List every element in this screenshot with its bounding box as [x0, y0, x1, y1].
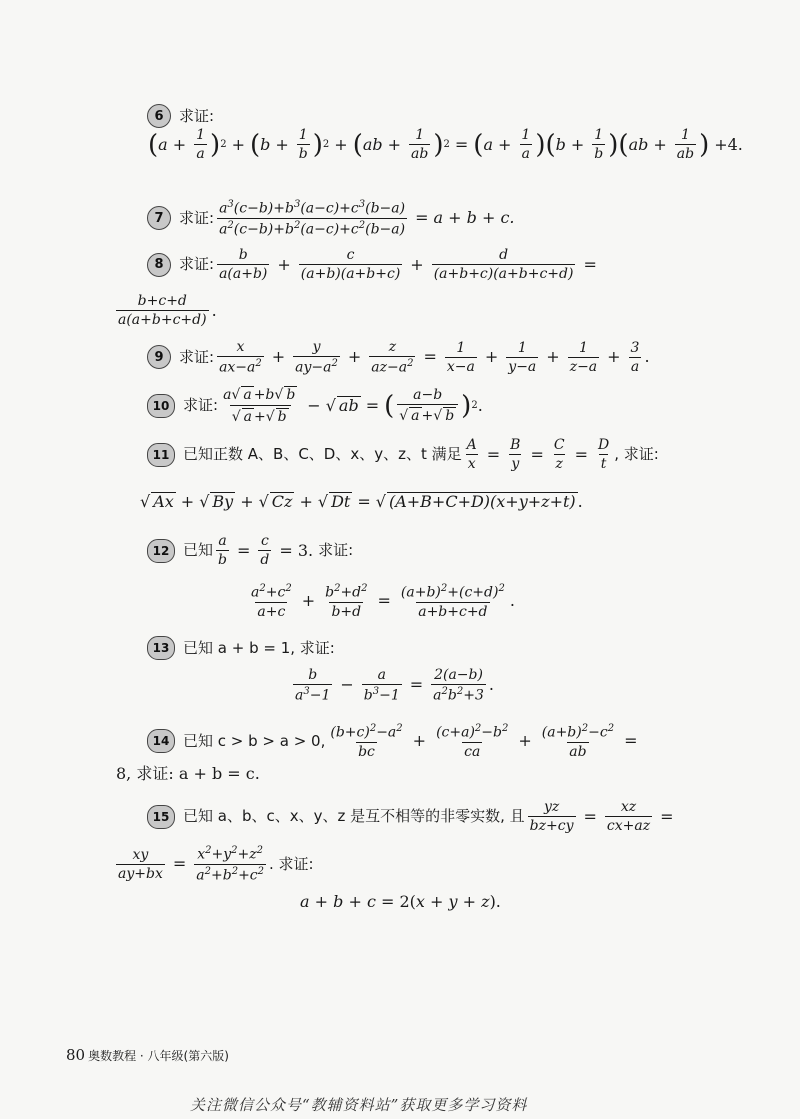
problem-number-badge: 15	[147, 805, 175, 829]
problem-number-badge: 11	[147, 443, 175, 467]
problem-number-badge: 8	[147, 253, 171, 277]
problem-number-badge: 7	[147, 206, 171, 230]
problem-suffix: 求证:	[318, 541, 354, 559]
problem-13	[147, 636, 335, 660]
problem-prefix: 已知 c > b > a > 0,	[183, 731, 326, 750]
problem-6-header	[147, 104, 214, 128]
problem-number-badge: 13	[147, 636, 175, 660]
problem-number-badge: 9	[147, 345, 171, 369]
problem-6-formula: ( a + $\frac{1}{a}$ ) 2 + ( b + $\frac{1}{b}$ ) 2 + ( ab + $\frac{1}{ab}$ ) 2 = ( a + $\frac{1}{a}$ ) ( b + $\frac{1}{b}$ ) ( ab + $\frac{1}{ab}$ ) +4.	[148, 127, 743, 162]
problem-prefix: 已知 a + b = 1, 求证:	[183, 638, 335, 657]
problem-12: 12 已知 $\frac{a}{b}$ = $\frac{c}{d}$ = 3. 求证:	[147, 534, 353, 567]
problem-suffix: . 求证:	[269, 854, 314, 873]
problem-14: 14 已知 c > b > a > 0, $\frac{(b+c)^2-a^2}{bc}$ + $\frac{(c+a)^2-b^2}{ca}$ + $\frac{(a+b)^2-c^2}{ab}$ =	[147, 724, 642, 759]
problem-prefix: 求证:	[179, 255, 215, 273]
problem-prefix: 求证:	[179, 106, 215, 125]
problem-number-badge: 12	[147, 539, 175, 563]
problem-prefix: 已知正数 A、B、C、D、x、y、z、t 满足	[183, 445, 462, 463]
problem-8: 8 求证: $\frac{b}{a(a+b)}$ + $\frac{c}{(a+b)(a+b+c)}$ + $\frac{d}{(a+b+c)(a+b+c+d)}$ =	[147, 248, 602, 281]
problem-15-continued: $\frac{xy}{ay+bx}$ = $\frac{x^2+y^2+z^2}{a^2+b^2+c^2}$ . 求证:	[118, 845, 314, 884]
problem-number-badge: 14	[147, 729, 175, 753]
problem-11: 11 已知正数 A、B、C、D、x、y、z、t 满足 $\frac{A}{x}$ = $\frac{B}{y}$ = $\frac{C}{z}$ = $\frac{D}{t}$ , 求证:	[147, 438, 659, 471]
problem-9: 9 求证: $\frac{x}{ax-a^2}$ + $\frac{y}{ay-a^2}$ + $\frac{z}{az-a^2}$ = $\frac{1}{x-a}$ + $\frac{1}{y-a}$ + $\frac{1}{z-a}$ + $\frac{3}{a}$ .	[147, 340, 650, 375]
problem-number-badge: 6	[147, 104, 171, 128]
problem-suffix: , 求证:	[614, 445, 659, 463]
problem-8-continued: $\frac{b+c+d}{a(a+b+c+d)}$ .	[118, 293, 217, 328]
problem-13-formula: $\frac{b}{a^3-1}$ − $\frac{a}{b^3-1}$ = $\frac{2(a-b)}{a^2b^2+3}$ .	[295, 667, 494, 704]
watermark-text: 关注微信公众号“教辅资料站”获取更多学习资料	[190, 1096, 528, 1114]
problem-prefix: 求证:	[179, 208, 215, 227]
problem-7: 7 求证: $\frac{a^3(c-b)+b^3(a-c)+c^3(b-a)}{a^2(c-b)+b^2(a-c)+c^2(b-a)}$ = a + b + c.	[147, 200, 514, 236]
problem-number-badge: 10	[147, 394, 175, 418]
problem-11-formula: √ Ax + √ By + √ Cz + √ Dt = √ (A+B+C+D)(x+y+z+t) .	[140, 491, 583, 511]
page-footer	[66, 1048, 229, 1063]
page-number: 80	[66, 1046, 86, 1064]
problem-12-formula: $\frac{a^2+c^2}{a+c}$ + $\frac{b^2+d^2}{b+d}$ = $\frac{(a+b)^2+(c+d)^2}{a+b+c+d}$ .	[251, 583, 515, 620]
problem-prefix: 求证:	[179, 347, 215, 366]
problem-prefix: 求证:	[183, 396, 219, 415]
problem-prefix: 已知	[183, 541, 214, 559]
problem-prefix: 已知 a、b、c、x、y、z 是互不相等的非零实数, 且	[183, 807, 525, 825]
problem-10: 10 求证: $\frac{a√ a +b√ b}{√ a +√ b}$ − √ ab = ( $\frac{a-b}{√ a +√ b}$ ) 2 .	[147, 386, 483, 425]
problem-15: 15 已知 a、b、c、x、y、z 是互不相等的非零实数, 且 $\frac{yz}{bz+cy}$ = $\frac{xz}{cx+az}$ =	[147, 800, 679, 833]
problem-15-formula: a + b + c = 2(x + y + z).	[300, 892, 501, 911]
book-title: 奥数教程 · 八年级(第六版)	[88, 1048, 229, 1063]
problem-14-continued: 8, 求证: a + b = c.	[116, 764, 260, 783]
